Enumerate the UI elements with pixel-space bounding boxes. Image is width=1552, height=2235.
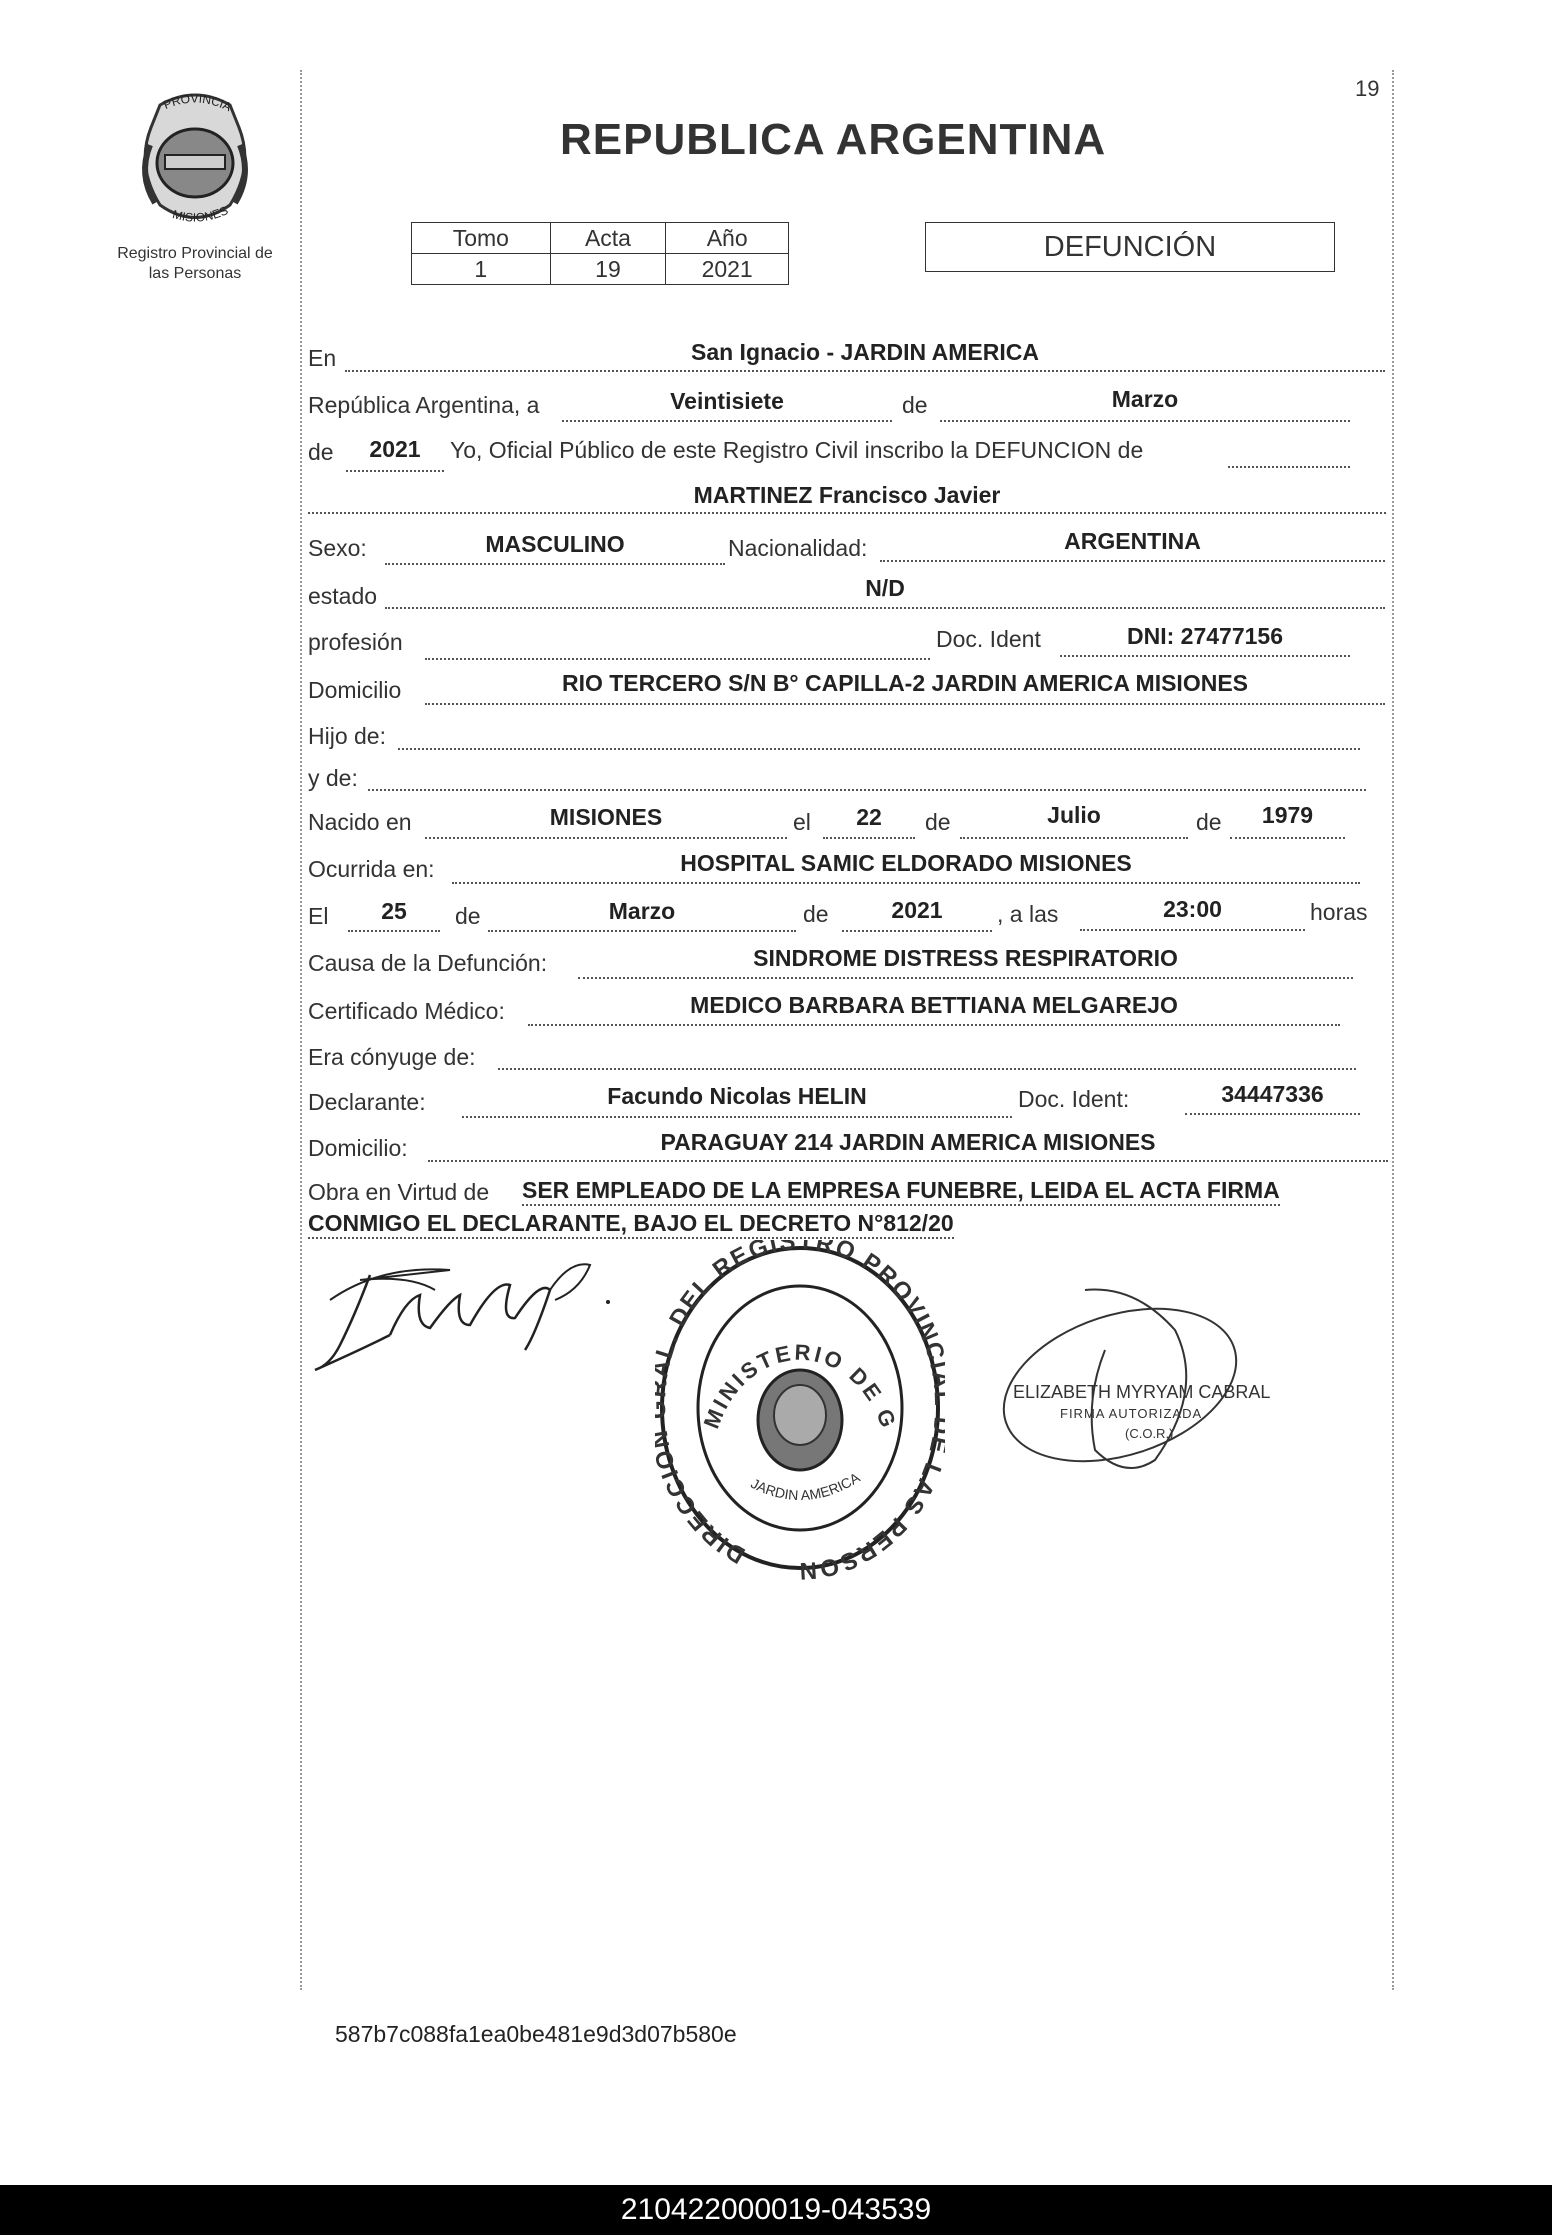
record-year: 2021 <box>369 436 421 462</box>
obra-value-line2: CONMIGO EL DECLARANTE, BAJO EL DECRETO N°812/20 <box>308 1209 954 1239</box>
death-month: Marzo <box>608 898 676 924</box>
decl-domicilio-label: Domicilio: <box>308 1135 408 1161</box>
birth-month-dots <box>960 837 1188 839</box>
conyuge-label: Era cónyuge de: <box>308 1044 476 1070</box>
yde-label: y de: <box>308 765 358 791</box>
deceased-name: MARTINEZ Francisco Javier <box>693 482 1001 508</box>
registry-line-1: Registro Provincial de <box>117 245 273 262</box>
birth-year: 1979 <box>1261 802 1314 828</box>
page-title: REPUBLICA ARGENTINA <box>560 115 1107 164</box>
horas-label: horas <box>1310 899 1368 925</box>
domicilio-dots <box>425 703 1385 705</box>
death-de2-label: de <box>803 901 829 927</box>
month-value: Marzo <box>1111 386 1179 412</box>
stamp-inner-text: MINISTERIO DE G <box>698 1339 902 1434</box>
domicilio-value: RIO TERCERO S/N B° CAPILLA-2 JARDIN AMERICA MISIONES <box>561 670 1249 696</box>
hash-code: 587b7c088fa1ea0be481e9d3d07b580e <box>335 2021 737 2047</box>
en-dots <box>345 370 1385 372</box>
oficial-dots <box>1228 466 1350 468</box>
registry-line-2: las Personas <box>148 265 242 282</box>
birth-month: Julio <box>1047 802 1101 828</box>
stamp-place-text: JARDIN AMERICA <box>748 1469 863 1504</box>
officer-name: ELIZABETH MYRYAM CABRAL <box>1013 1382 1271 1402</box>
nacido-value: MISIONES <box>549 804 663 830</box>
estado-dots <box>385 607 1385 609</box>
anio-header: Año <box>666 223 789 254</box>
death-time: 23:00 <box>1163 896 1222 922</box>
declarante-label: Declarante: <box>308 1089 426 1115</box>
birth-de1-label: de <box>925 809 951 835</box>
right-margin-line <box>1392 70 1394 1990</box>
logo-text-top: PROVINCIA <box>161 91 234 114</box>
birth-day-dots <box>823 837 915 839</box>
domicilio-label: Domicilio <box>308 677 402 703</box>
nacionalidad-value: ARGENTINA <box>1064 528 1201 554</box>
causa-label: Causa de la Defunción: <box>308 950 548 976</box>
birth-el-label: el <box>793 809 811 835</box>
oficial-text: Yo, Oficial Público de este Registro Civil inscribo la DEFUNCION de <box>450 437 1144 463</box>
svg-text:JARDIN AMERICA <box>748 1469 863 1503</box>
sexo-dots <box>385 563 725 565</box>
certificado-label: Certificado Médico: <box>308 998 505 1024</box>
estado-label: estado <box>308 583 378 609</box>
anio-value: 2021 <box>666 254 789 285</box>
decl-doc-label: Doc. Ident: <box>1018 1086 1130 1112</box>
day-dots <box>562 420 892 422</box>
nacido-dots <box>425 837 787 839</box>
officer-stamp <box>985 1280 1335 1500</box>
month-de-label: de <box>902 392 928 418</box>
nacionalidad-label: Nacionalidad: <box>728 535 868 561</box>
day-written: Veintisiete <box>670 388 784 414</box>
en-value: San Ignacio - JARDIN AMERICA <box>690 339 1039 365</box>
profesion-dots <box>425 658 930 660</box>
ocurrida-label: Ocurrida en: <box>308 856 435 882</box>
conyuge-dots <box>498 1068 1356 1070</box>
death-year: 2021 <box>891 897 943 923</box>
acta-header: Acta <box>550 223 666 254</box>
acta-value: 19 <box>550 254 666 285</box>
certificado-value: MEDICO BARBARA BETTIANA MELGAREJO <box>690 992 1178 1018</box>
year-de-label: de <box>308 439 334 465</box>
province-logo <box>120 85 270 235</box>
death-month-dots <box>488 930 796 932</box>
ocurrida-value: HOSPITAL SAMIC ELDORADO MISIONES <box>680 850 1132 876</box>
death-time-dots <box>1080 929 1305 931</box>
obra-label: Obra en Virtud de <box>308 1179 490 1205</box>
birth-de2-label: de <box>1196 809 1222 835</box>
page-number: 19 <box>1355 76 1380 101</box>
year-dots <box>346 470 444 472</box>
hijo-label: Hijo de: <box>308 723 386 749</box>
doc-ident-value: DNI: 27477156 <box>1127 623 1283 649</box>
nacido-label: Nacido en <box>308 809 412 835</box>
officer-code: (C.O.R.) <box>1125 1426 1174 1441</box>
causa-dots <box>578 977 1353 979</box>
hijo-dots <box>398 748 1360 750</box>
tomo-value: 1 <box>412 254 551 285</box>
death-year-dots <box>842 930 992 932</box>
nacionalidad-dots <box>880 560 1385 562</box>
death-day: 25 <box>381 898 407 924</box>
obra-value-line1: SER EMPLEADO DE LA EMPRESA FUNEBRE, LEIDA EL ACTA FIRMA <box>522 1176 1280 1206</box>
tomo-header: Tomo <box>412 223 551 254</box>
declarant-signature <box>300 1240 640 1380</box>
decl-domicilio-value: PARAGUAY 214 JARDIN AMERICA MISIONES <box>660 1129 1156 1155</box>
birth-year-dots <box>1230 837 1345 839</box>
yde-dots <box>368 789 1366 791</box>
record-table <box>411 222 789 285</box>
officer-role: FIRMA AUTORIZADA <box>1060 1406 1203 1421</box>
decl-doc-dots <box>1185 1113 1360 1115</box>
sexo-label: Sexo: <box>308 535 367 561</box>
death-el-label: El <box>308 903 329 929</box>
name-dots <box>308 512 1386 514</box>
decl-doc-value: 34447336 <box>1221 1081 1324 1107</box>
footer-code: 210422000019-043539 <box>0 2185 1552 2235</box>
alas-label: , a las <box>997 901 1059 927</box>
logo-text-bottom: MISIONES <box>171 203 231 225</box>
declarante-dots <box>462 1116 1012 1118</box>
month-dots <box>940 420 1350 422</box>
causa-value: SINDROME DISTRESS RESPIRATORIO <box>753 945 1178 971</box>
death-day-dots <box>348 930 440 932</box>
ocurrida-dots <box>452 882 1360 884</box>
doc-ident-label: Doc. Ident <box>936 626 1041 652</box>
declarante-value: Facundo Nicolas HELIN <box>607 1083 867 1109</box>
death-de1-label: de <box>455 903 481 929</box>
profesion-label: profesión <box>308 629 403 655</box>
birth-day: 22 <box>856 804 882 830</box>
certificado-dots <box>528 1024 1340 1026</box>
left-margin-line <box>300 70 302 1990</box>
estado-value: N/D <box>865 575 905 601</box>
en-label: En <box>308 345 337 371</box>
republica-label: República Argentina, a <box>308 392 540 418</box>
stamp-outer-text: DIRECCI . DEL REGISTRO PROVIN LAS PERSON <box>655 1240 945 1580</box>
official-stamp <box>655 1240 945 1580</box>
record-type-box: DEFUNCIÓN <box>925 222 1335 272</box>
decl-domicilio-dots <box>428 1160 1388 1162</box>
doc-ident-dots <box>1060 655 1350 657</box>
sexo-value: MASCULINO <box>485 531 625 557</box>
